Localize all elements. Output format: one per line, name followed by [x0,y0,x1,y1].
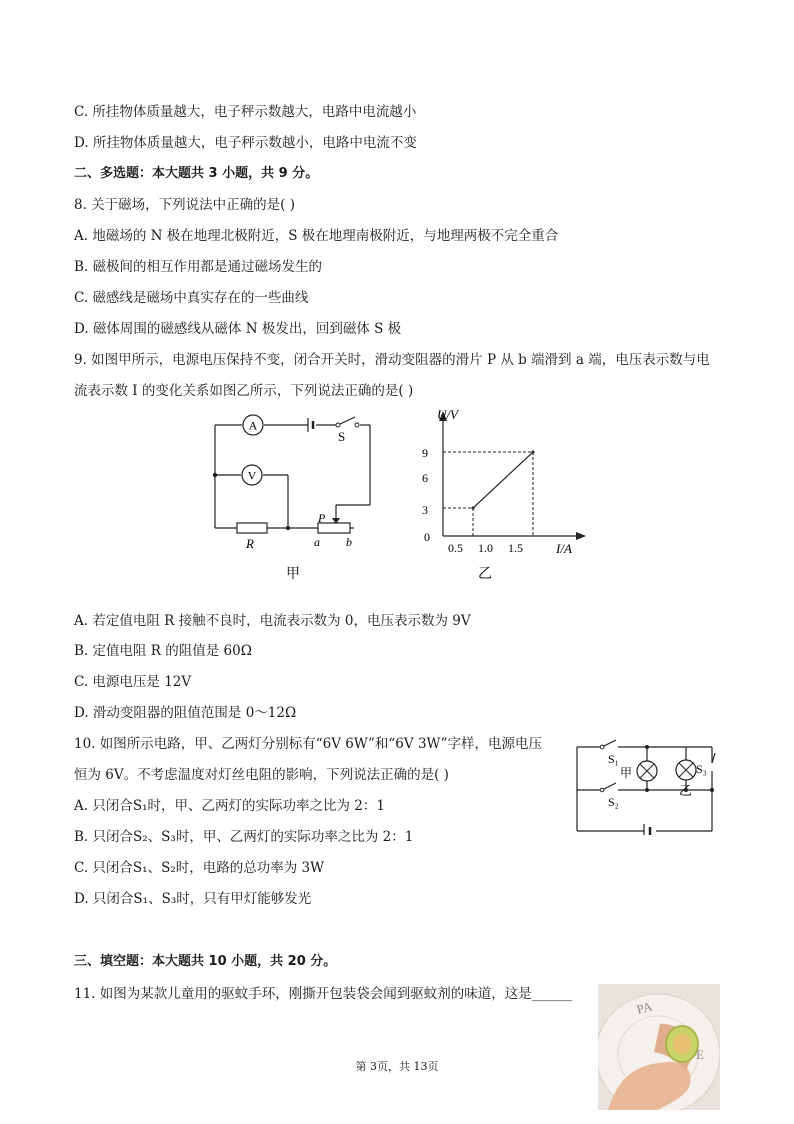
voltmeter-label: V [247,468,257,483]
q10-stem-line1: 10. 如图所示电路，甲、乙两灯分别标有“6V 6W”和“6V 3W”字样，电源电压 [74,736,543,752]
graph-yi-figure [410,405,590,585]
x-tick-1-0: 1.0 [478,541,493,555]
q8-option-c: C. 磁感线是磁场中真实存在的一些曲线 [74,290,309,306]
switch-s1-label: S₁ [608,752,619,766]
q11-stem: 11. 如图为某款儿童用的驱蚊手环，刚撕开包装袋会闻到驱蚊剂的味道，这是______ [74,986,573,1002]
y-tick-6: 6 [422,471,428,485]
q10-option-a: A. 只闭合S₁时，甲、乙两灯的实际功率之比为 2：1 [74,798,385,814]
x-tick-1-5: 1.5 [508,541,523,555]
figure-jia-caption: 甲 [286,567,300,582]
q9-option-d: D. 滑动变阻器的阻值范围是 0～12Ω [74,705,297,721]
q9-stem-line2: 流表示数 I 的变化关系如图乙所示，下列说法正确的是( ) [74,383,414,399]
u-i-line [473,452,533,508]
q9-stem-line1: 9. 如图甲所示，电源电压保持不变，闭合开关时，滑动变阻器的滑片 P 从 b 端滑到 a 端，电压表示数与电 [74,352,710,368]
q9-option-c: C. 电源电压是 12V [74,674,192,690]
x-axis-label: I/A [556,541,572,556]
q8-option-d: D. 磁体周围的磁感线从磁体 N 极发出，回到磁体 S 极 [74,321,402,337]
section-3-title: 三、填空题：本大题共 10 小题，共 20 分。 [74,954,337,969]
figure-yi-caption: 乙 [478,567,492,582]
switch-label: S [338,429,346,444]
q8-option-a: A. 地磁场的 N 极在地理北极附近，S 极在地理南极附近，与地理两极不完全重合 [74,228,559,244]
y-tick-3: 3 [422,503,428,517]
q7-option-c: C. 所挂物体质量越大，电子秤示数越大，电路中电流越小 [74,104,417,120]
q10-stem-line2: 恒为 6V。不考虑温度对灯丝电阻的影响，下列说法正确的是( ) [74,767,449,783]
q9-option-b: B. 定值电阻 R 的阻值是 60Ω [74,643,252,659]
q10-option-c: C. 只闭合S₁、S₂时，电路的总功率为 3W [74,860,325,876]
lamp-jia-label: 甲 [620,766,633,780]
data-point-0 [472,507,475,510]
q8-stem: 8. 关于磁场，下列说法中正确的是( ) [74,197,295,213]
data-point-1 [532,451,535,454]
lamp-yi-label: 乙 [679,783,693,798]
x-tick-0-5: 0.5 [448,541,463,555]
lamp-jia-icon [637,761,657,781]
section-2-title: 二、多选题：本大题共 3 小题，共 9 分。 [74,166,319,181]
y-axis-label: U/V [437,407,458,422]
q8-option-b: B. 磁极间的相互作用都是通过磁场发生的 [74,259,323,275]
circuit-q10-figure [572,735,722,835]
switch-s2-label: S₂ [608,795,619,809]
page-footer: 第 3页，共 13页 [355,1060,439,1073]
resistor-label: R [246,536,254,551]
q7-option-d: D. 所挂物体质量越大，电子秤示数越小，电路中电流不变 [74,135,417,151]
switch-s3-label: S₃ [696,762,707,776]
slider-label: P [318,511,326,525]
q9-option-a: A. 若定值电阻 R 接触不良时，电流表示数为 0，电压表示数为 9V [74,613,471,629]
y-tick-9: 9 [422,446,428,460]
photo-text-2: E [696,1047,704,1062]
wristband-photo [598,984,720,1110]
circuit-jia-figure [200,405,390,585]
ammeter-label: A [248,418,258,433]
lamp-yi-icon [676,760,696,780]
rheostat-end-a: a [314,535,320,549]
q10-option-b: B. 只闭合S₂、S₃时，甲、乙两灯的实际功率之比为 2：1 [74,829,414,845]
photo-text-1: PA [634,998,654,1017]
rheostat-end-b: b [346,535,352,549]
origin-label: 0 [424,530,430,544]
q10-option-d: D. 只闭合S₁、S₃时，只有甲灯能够发光 [74,891,312,907]
